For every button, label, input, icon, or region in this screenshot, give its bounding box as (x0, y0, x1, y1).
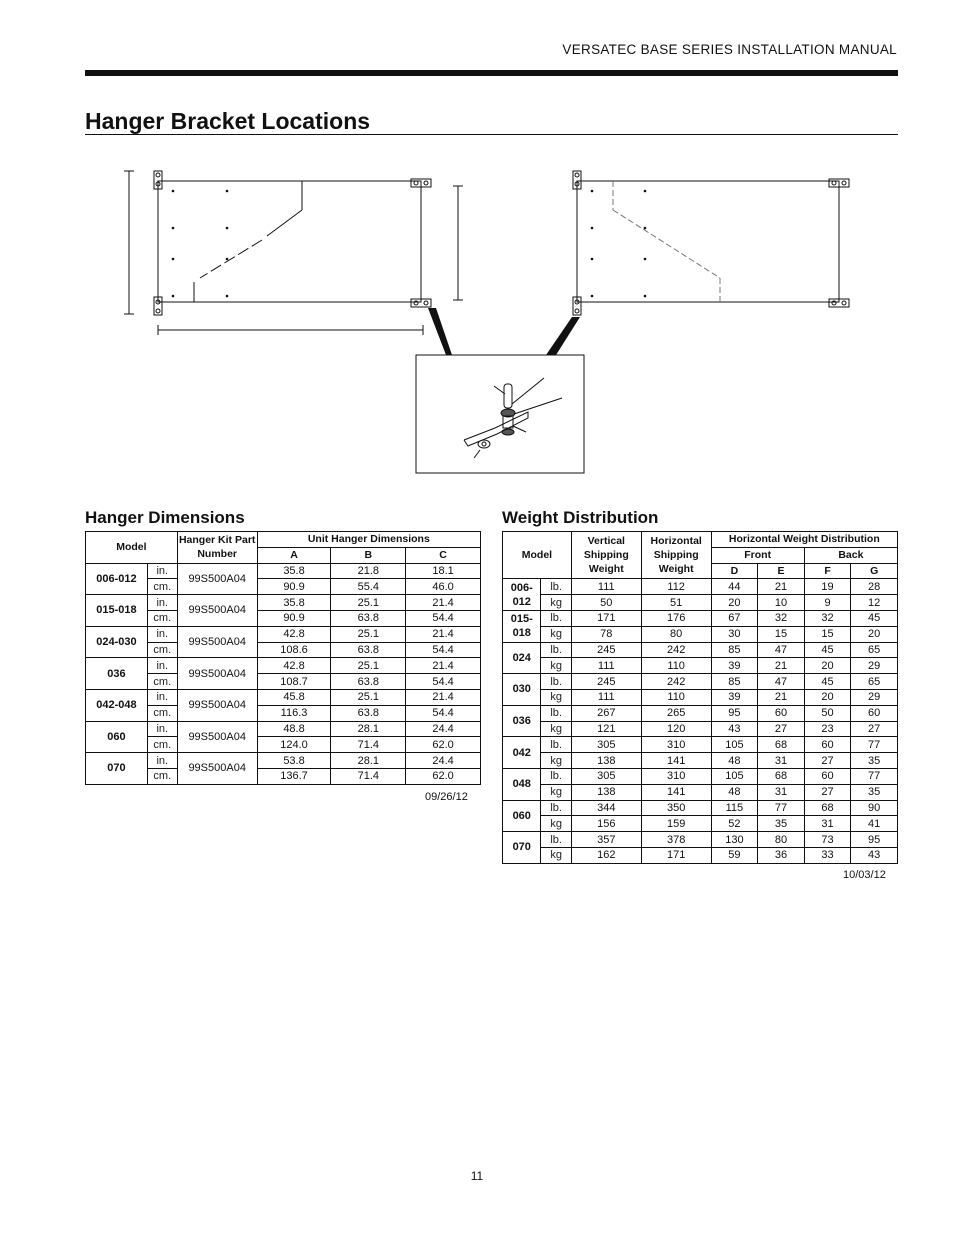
vertical-weight-cell: 344 (571, 800, 641, 816)
title-rule (85, 134, 898, 135)
horizontal-weight-cell: 141 (641, 784, 711, 800)
model-cell: 036 (86, 658, 148, 690)
vertical-weight-cell: 171 (571, 610, 641, 626)
dist-g-cell: 95 (851, 832, 898, 848)
dim-b-cell: 25.1 (331, 626, 406, 642)
dist-d-cell: 105 (711, 737, 758, 753)
table-row (503, 737, 898, 753)
col-header-c: C (406, 547, 481, 563)
dist-e-cell: 31 (758, 784, 805, 800)
model-cell: 006- 012 (503, 579, 541, 611)
col-header-horizontal-weight: Horizontal Shipping Weight (641, 532, 711, 579)
horizontal-weight-cell: 51 (641, 595, 711, 611)
dim-c-cell: 62.0 (406, 737, 481, 753)
dim-b-cell: 28.1 (331, 721, 406, 737)
model-cell: 048 (503, 768, 541, 800)
dist-g-cell: 29 (851, 689, 898, 705)
dist-e-cell: 32 (758, 610, 805, 626)
kit-part-number-cell: 99S500A04 (177, 753, 257, 785)
dim-b-cell: 71.4 (331, 768, 406, 784)
dim-c-cell: 54.4 (406, 705, 481, 721)
unit-cell: in. (147, 595, 177, 611)
table-row (503, 784, 898, 800)
table-row (86, 689, 481, 705)
dim-b-cell: 25.1 (331, 595, 406, 611)
horizontal-weight-cell: 242 (641, 674, 711, 690)
table-row (503, 610, 898, 626)
model-cell: 024-030 (86, 626, 148, 658)
horizontal-weight-cell: 112 (641, 579, 711, 595)
weight-distribution-date: 10/03/12 (843, 869, 886, 881)
dim-a-cell: 48.8 (257, 721, 331, 737)
unit-cell: cm. (147, 737, 177, 753)
horizontal-weight-cell: 110 (641, 689, 711, 705)
unit-cell: in. (147, 658, 177, 674)
dist-e-cell: 47 (758, 674, 805, 690)
dist-g-cell: 45 (851, 610, 898, 626)
kit-part-number-cell: 99S500A04 (177, 658, 257, 690)
table-row (86, 563, 481, 579)
dim-c-cell: 54.4 (406, 674, 481, 690)
horizontal-weight-cell: 120 (641, 721, 711, 737)
unit-cell: in. (147, 753, 177, 769)
unit-cell: kg (541, 784, 571, 800)
dim-a-cell: 124.0 (257, 737, 331, 753)
dist-d-cell: 52 (711, 816, 758, 832)
model-cell: 015-018 (86, 595, 148, 627)
dist-e-cell: 31 (758, 753, 805, 769)
dim-a-cell: 53.8 (257, 753, 331, 769)
dist-f-cell: 33 (804, 847, 851, 863)
dim-b-cell: 63.8 (331, 674, 406, 690)
vertical-weight-cell: 267 (571, 705, 641, 721)
dist-g-cell: 65 (851, 674, 898, 690)
unit-cell: kg (541, 753, 571, 769)
dist-g-cell: 60 (851, 705, 898, 721)
horizontal-weight-cell: 310 (641, 737, 711, 753)
model-cell: 060 (503, 800, 541, 832)
hanger-dimensions-title: Hanger Dimensions (85, 508, 245, 527)
horizontal-weight-cell: 176 (641, 610, 711, 626)
dim-b-cell: 25.1 (331, 658, 406, 674)
unit-cell: kg (541, 595, 571, 611)
col-header-kit: Hanger Kit Part Number (177, 532, 257, 564)
col-header-model: Model (503, 532, 572, 579)
model-cell: 042 (503, 737, 541, 769)
dim-c-cell: 21.4 (406, 595, 481, 611)
dist-d-cell: 130 (711, 832, 758, 848)
col-header-a: A (257, 547, 331, 563)
dim-b-cell: 71.4 (331, 737, 406, 753)
col-header-back: Back (804, 547, 897, 563)
dist-f-cell: 19 (804, 579, 851, 595)
dist-f-cell: 15 (804, 626, 851, 642)
dist-e-cell: 21 (758, 689, 805, 705)
dist-d-cell: 95 (711, 705, 758, 721)
dim-a-cell: 108.7 (257, 674, 331, 690)
dist-e-cell: 77 (758, 800, 805, 816)
dist-d-cell: 59 (711, 847, 758, 863)
col-header-d: D (711, 563, 758, 579)
dist-e-cell: 47 (758, 642, 805, 658)
vertical-weight-cell: 156 (571, 816, 641, 832)
vertical-weight-cell: 138 (571, 784, 641, 800)
weight-distribution-title: Weight Distribution (502, 508, 659, 527)
dist-d-cell: 48 (711, 784, 758, 800)
dist-f-cell: 20 (804, 689, 851, 705)
table-row (503, 658, 898, 674)
vertical-weight-cell: 111 (571, 658, 641, 674)
dim-a-cell: 136.7 (257, 768, 331, 784)
dist-f-cell: 68 (804, 800, 851, 816)
dist-d-cell: 44 (711, 579, 758, 595)
dist-g-cell: 28 (851, 579, 898, 595)
dim-b-cell: 28.1 (331, 753, 406, 769)
kit-part-number-cell: 99S500A04 (177, 595, 257, 627)
horizontal-weight-cell: 171 (641, 847, 711, 863)
unit-cell: cm. (147, 674, 177, 690)
dist-d-cell: 20 (711, 595, 758, 611)
dist-f-cell: 23 (804, 721, 851, 737)
vertical-weight-cell: 121 (571, 721, 641, 737)
dim-b-cell: 21.8 (331, 563, 406, 579)
model-cell: 042-048 (86, 689, 148, 721)
dist-e-cell: 10 (758, 595, 805, 611)
dim-b-cell: 63.8 (331, 610, 406, 626)
dim-c-cell: 21.4 (406, 689, 481, 705)
table-row (86, 721, 481, 737)
horizontal-weight-cell: 242 (641, 642, 711, 658)
unit-cell: lb. (541, 768, 571, 784)
kit-part-number-cell: 99S500A04 (177, 626, 257, 658)
page-title: Hanger Bracket Locations (85, 108, 371, 134)
unit-cell: cm. (147, 768, 177, 784)
dim-b-cell: 63.8 (331, 642, 406, 658)
vertical-weight-cell: 78 (571, 626, 641, 642)
dim-a-cell: 42.8 (257, 658, 331, 674)
dist-g-cell: 35 (851, 784, 898, 800)
col-header-vertical-weight: Vertical Shipping Weight (571, 532, 641, 579)
dist-d-cell: 30 (711, 626, 758, 642)
table-row (86, 595, 481, 611)
dim-a-cell: 90.9 (257, 610, 331, 626)
unit-cell: lb. (541, 705, 571, 721)
unit-cell: in. (147, 721, 177, 737)
unit-cell: kg (541, 847, 571, 863)
table-row (503, 847, 898, 863)
vertical-weight-cell: 245 (571, 642, 641, 658)
vertical-weight-cell: 50 (571, 595, 641, 611)
header-rule (85, 70, 898, 76)
col-header-b: B (331, 547, 406, 563)
dist-e-cell: 36 (758, 847, 805, 863)
horizontal-weight-cell: 350 (641, 800, 711, 816)
dist-d-cell: 85 (711, 674, 758, 690)
dist-f-cell: 45 (804, 642, 851, 658)
vertical-weight-cell: 138 (571, 753, 641, 769)
vertical-weight-cell: 305 (571, 768, 641, 784)
horizontal-weight-cell: 110 (641, 658, 711, 674)
dist-g-cell: 35 (851, 753, 898, 769)
dist-g-cell: 43 (851, 847, 898, 863)
dist-d-cell: 48 (711, 753, 758, 769)
dist-e-cell: 27 (758, 721, 805, 737)
dist-f-cell: 31 (804, 816, 851, 832)
dist-d-cell: 43 (711, 721, 758, 737)
dim-c-cell: 24.4 (406, 721, 481, 737)
dist-g-cell: 29 (851, 658, 898, 674)
kit-part-number-cell: 99S500A04 (177, 689, 257, 721)
dist-e-cell: 68 (758, 768, 805, 784)
horizontal-weight-cell: 159 (641, 816, 711, 832)
right-unit-outline (573, 171, 849, 315)
dist-d-cell: 85 (711, 642, 758, 658)
unit-cell: in. (147, 563, 177, 579)
dim-c-cell: 24.4 (406, 753, 481, 769)
col-header-f: F (804, 563, 851, 579)
col-header-model: Model (86, 532, 178, 564)
dist-g-cell: 27 (851, 721, 898, 737)
model-cell: 015- 018 (503, 610, 541, 642)
horizontal-weight-cell: 80 (641, 626, 711, 642)
dim-c-cell: 62.0 (406, 768, 481, 784)
table-row (503, 800, 898, 816)
dist-d-cell: 105 (711, 768, 758, 784)
kit-part-number-cell: 99S500A04 (177, 563, 257, 595)
horizontal-weight-cell: 378 (641, 832, 711, 848)
dim-c-cell: 21.4 (406, 658, 481, 674)
dim-b-cell: 63.8 (331, 705, 406, 721)
unit-cell: lb. (541, 642, 571, 658)
unit-cell: in. (147, 689, 177, 705)
hanger-dimensions-date: 09/26/12 (425, 791, 468, 803)
dim-a-cell: 42.8 (257, 626, 331, 642)
dim-a-cell: 108.6 (257, 642, 331, 658)
unit-cell: cm. (147, 579, 177, 595)
dist-e-cell: 68 (758, 737, 805, 753)
dist-e-cell: 80 (758, 832, 805, 848)
table-row (503, 595, 898, 611)
dim-a-cell: 45.8 (257, 689, 331, 705)
dist-g-cell: 12 (851, 595, 898, 611)
table-row (86, 626, 481, 642)
table-row (503, 689, 898, 705)
dim-b-cell: 55.4 (331, 579, 406, 595)
model-cell: 036 (503, 705, 541, 737)
unit-cell: lb. (541, 610, 571, 626)
table-row (503, 753, 898, 769)
dist-e-cell: 35 (758, 816, 805, 832)
model-cell: 006-012 (86, 563, 148, 595)
model-cell: 070 (503, 832, 541, 864)
table-row (503, 816, 898, 832)
model-cell: 070 (86, 753, 148, 785)
unit-cell: kg (541, 689, 571, 705)
dist-d-cell: 39 (711, 689, 758, 705)
dist-g-cell: 90 (851, 800, 898, 816)
unit-cell: kg (541, 816, 571, 832)
table-row (503, 721, 898, 737)
dist-f-cell: 73 (804, 832, 851, 848)
dim-c-cell: 54.4 (406, 642, 481, 658)
bracket-detail-box (416, 355, 584, 473)
unit-cell: lb. (541, 579, 571, 595)
unit-cell: lb. (541, 832, 571, 848)
dist-f-cell: 60 (804, 768, 851, 784)
dist-f-cell: 27 (804, 784, 851, 800)
unit-cell: in. (147, 626, 177, 642)
unit-cell: lb. (541, 674, 571, 690)
dim-c-cell: 46.0 (406, 579, 481, 595)
hanger-dimensions-table (85, 531, 481, 785)
dist-g-cell: 20 (851, 626, 898, 642)
horizontal-weight-cell: 141 (641, 753, 711, 769)
dist-g-cell: 77 (851, 768, 898, 784)
vertical-weight-cell: 162 (571, 847, 641, 863)
dim-a-cell: 116.3 (257, 705, 331, 721)
dim-c-cell: 54.4 (406, 610, 481, 626)
horizontal-weight-cell: 310 (641, 768, 711, 784)
dist-d-cell: 115 (711, 800, 758, 816)
table-row (86, 658, 481, 674)
dim-a-cell: 35.8 (257, 595, 331, 611)
vertical-weight-cell: 357 (571, 832, 641, 848)
unit-cell: kg (541, 626, 571, 642)
dist-f-cell: 45 (804, 674, 851, 690)
hanger-bracket-diagram (0, 160, 954, 480)
table-row (503, 705, 898, 721)
col-header-unit-dims: Unit Hanger Dimensions (257, 532, 480, 548)
dist-g-cell: 77 (851, 737, 898, 753)
dim-c-cell: 21.4 (406, 626, 481, 642)
vertical-weight-cell: 111 (571, 689, 641, 705)
table-row (503, 768, 898, 784)
unit-cell: lb. (541, 800, 571, 816)
dist-e-cell: 60 (758, 705, 805, 721)
vertical-weight-cell: 305 (571, 737, 641, 753)
dist-e-cell: 21 (758, 658, 805, 674)
model-cell: 030 (503, 674, 541, 706)
dist-f-cell: 20 (804, 658, 851, 674)
vertical-weight-cell: 245 (571, 674, 641, 690)
table-row (503, 832, 898, 848)
col-header-e: E (758, 563, 805, 579)
dist-f-cell: 50 (804, 705, 851, 721)
horizontal-weight-cell: 265 (641, 705, 711, 721)
page-number: 11 (470, 1169, 484, 1183)
table-row (503, 579, 898, 595)
dist-d-cell: 39 (711, 658, 758, 674)
bracket-detail-drawing (464, 378, 562, 458)
dim-c-cell: 18.1 (406, 563, 481, 579)
dist-g-cell: 65 (851, 642, 898, 658)
dim-a-cell: 90.9 (257, 579, 331, 595)
kit-part-number-cell: 99S500A04 (177, 721, 257, 753)
weight-distribution-table (502, 531, 898, 864)
left-unit-outline (124, 171, 463, 335)
manual-title: VERSATEC BASE SERIES INSTALLATION MANUAL (562, 42, 897, 57)
unit-cell: kg (541, 658, 571, 674)
table-row (503, 626, 898, 642)
model-cell: 060 (86, 721, 148, 753)
dim-b-cell: 25.1 (331, 689, 406, 705)
table-row (86, 753, 481, 769)
dist-f-cell: 32 (804, 610, 851, 626)
vertical-weight-cell: 111 (571, 579, 641, 595)
dist-e-cell: 21 (758, 579, 805, 595)
dist-f-cell: 60 (804, 737, 851, 753)
unit-cell: cm. (147, 705, 177, 721)
col-header-front: Front (711, 547, 804, 563)
unit-cell: cm. (147, 642, 177, 658)
dist-g-cell: 41 (851, 816, 898, 832)
col-header-g: G (851, 563, 898, 579)
dist-e-cell: 15 (758, 626, 805, 642)
unit-cell: kg (541, 721, 571, 737)
dist-f-cell: 9 (804, 595, 851, 611)
unit-cell: cm. (147, 610, 177, 626)
col-header-hwd: Horizontal Weight Distribution (711, 532, 897, 548)
model-cell: 024 (503, 642, 541, 674)
dist-d-cell: 67 (711, 610, 758, 626)
dist-f-cell: 27 (804, 753, 851, 769)
table-row (503, 674, 898, 690)
dim-a-cell: 35.8 (257, 563, 331, 579)
table-row (503, 642, 898, 658)
unit-cell: lb. (541, 737, 571, 753)
